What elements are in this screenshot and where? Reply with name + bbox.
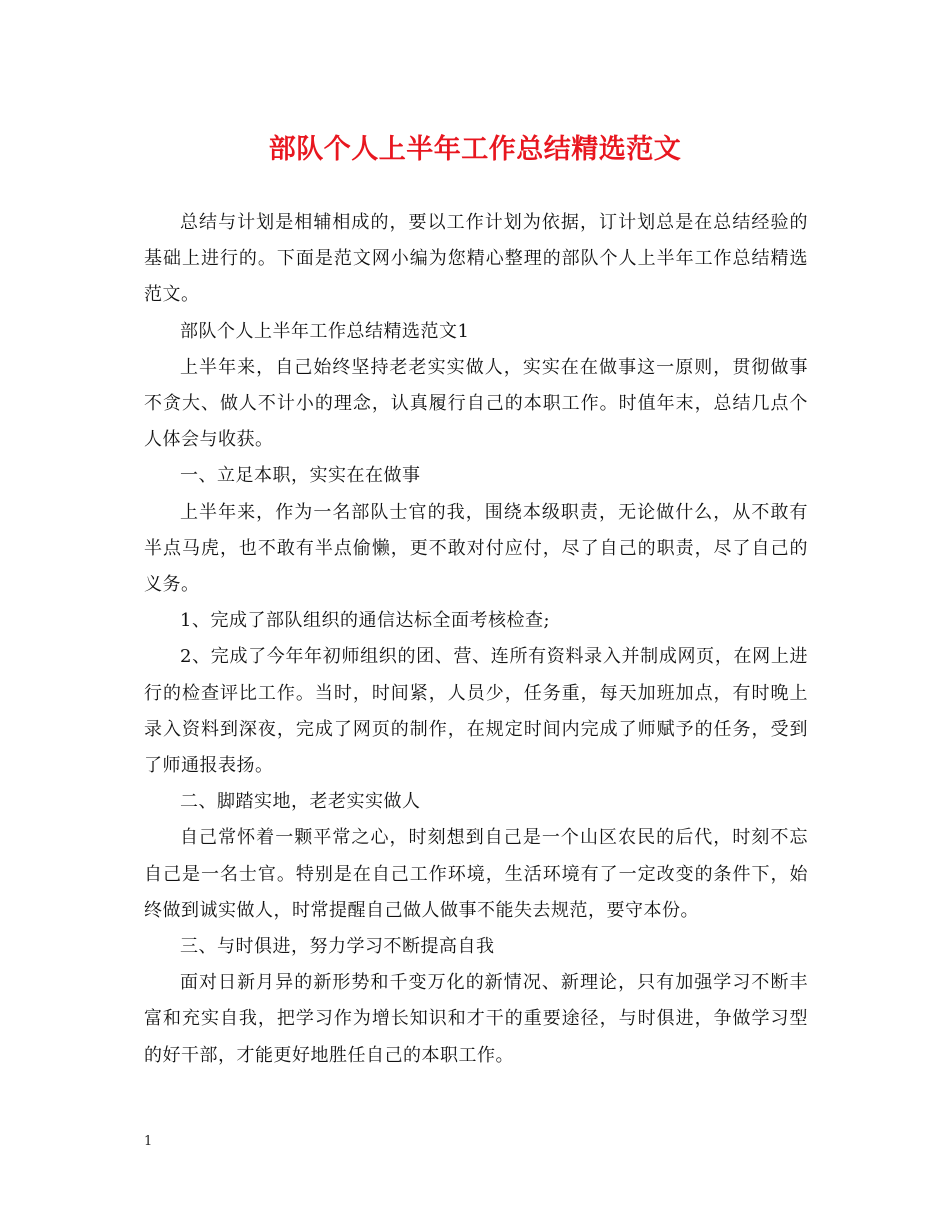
list-item-1: 1、完成了部队组织的通信达标全面考核检查; — [180, 610, 551, 632]
section-heading-2: 二、脚踏实地，老老实实做人 — [180, 791, 421, 813]
section-heading-3: 三、与时俱进，努力学习不断提高自我 — [180, 936, 495, 958]
document-body — [144, 205, 808, 1074]
body-paragraph: 自己常怀着一颗平常之心，时刻想到自己是一个山区农民的后代，时刻不忘自己是一名士官。特别是在自己工作环境，生活环境有了一定改变的条件下，始终做到诚实做人，时常提醒自己做人做事不能失去规范，要守本份。 — [144, 827, 808, 921]
intro-paragraph: 总结与计划是相辅相成的，要以工作计划为依据，订计划总是在总结经验的基础上进行的。下面是范文网小编为您精心整理的部队个人上半年工作总结精选范文。 — [144, 212, 808, 306]
body-paragraph: 上半年来，作为一名部队士官的我，围绕本级职责，无论做什么，从不敢有半点马虎，也不敢有半点偷懒，更不敢对付应付，尽了自己的职责，尽了自己的义务。 — [144, 501, 808, 596]
section-heading-sample-1: 部队个人上半年工作总结精选范文1 — [180, 320, 470, 342]
document-title: 部队个人上半年工作总结精选范文 — [268, 134, 682, 165]
page-number: 1 — [144, 1134, 153, 1149]
body-paragraph: 面对日新月异的新形势和千变万化的新情况、新理论，只有加强学习不断丰富和充实自我，把学习作为增长知识和才干的重要途径，与时俱进，争做学习型的好干部，才能更好地胜任自己的本职工作。 — [144, 972, 808, 1066]
list-item-2: 2、完成了今年年初师组织的团、营、连所有资料录入并制成网页，在网上进行的检查评比工作。当时，时间紧，人员少，任务重，每天加班加点，有时晚上录入资料到深夜，完成了网页的制作，在规定时间内完成了师赋予的任务，受到了师通报表扬。 — [144, 646, 808, 777]
body-paragraph: 上半年来，自己始终坚持老老实实做人，实实在在做事这一原则，贯彻做事不贪大、做人不计小的理念，认真履行自己的本职工作。时值年末，总结几点个人体会与收获。 — [144, 356, 808, 451]
section-heading-1: 一、立足本职，实实在在做事 — [180, 465, 421, 487]
